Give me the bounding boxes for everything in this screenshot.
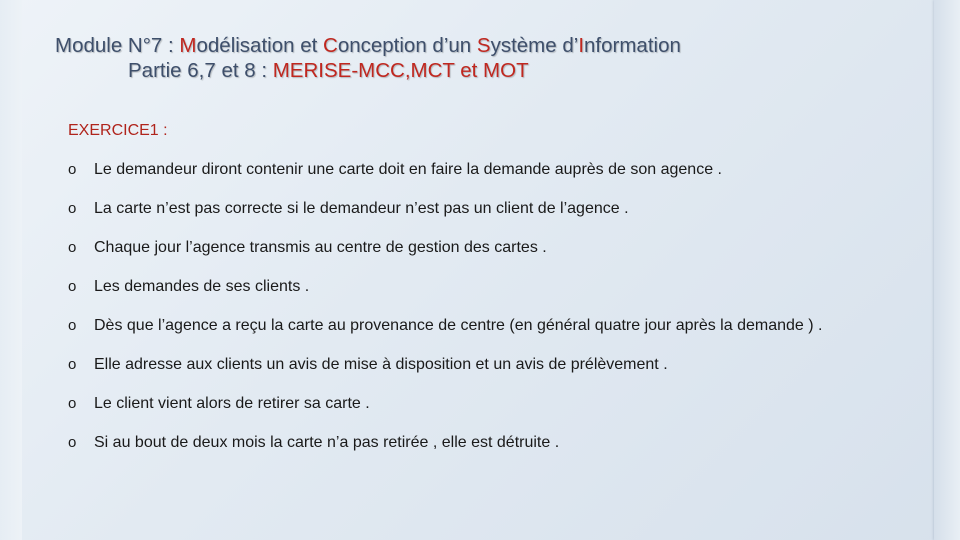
bullet-text: Chaque jour l’agence transmis au centre de gestion des cartes . [94,239,547,256]
slide-subtitle [128,59,529,83]
bullet-item [68,277,948,296]
title-accent-letter: I [578,34,585,57]
exercise-heading: EXERCICE1 : [68,122,168,139]
bullet-marker: o [68,395,77,412]
bullet-marker: o [68,278,77,295]
bullet-text: La carte n’est pas correcte si le demandeur n’est pas un client de l’agence . [94,200,629,217]
title-text: odélisation et [196,34,324,57]
bullet-text: Les demandes de ses clients . [94,278,310,295]
subtitle-prefix: Partie 6,7 et 8 : [128,59,273,82]
bullet-item [68,160,948,179]
slide-title [55,34,681,58]
bullet-marker: o [68,317,77,334]
bullet-text: Si au bout de deux mois la carte n’a pas retirée , elle est détruite . [94,434,560,451]
bullet-list [68,160,948,472]
title-accent-letter: M [179,34,197,57]
subtitle-topic: MERISE-MCC,MCT et MOT [272,59,529,82]
bullet-text: Le demandeur diront contenir une carte doit en faire la demande auprès de son agence . [94,161,722,178]
bullet-item [68,199,948,218]
bullet-item [68,433,948,452]
bullet-text: Elle adresse aux clients un avis de mise à disposition et un avis de prélèvement . [94,356,668,373]
title-accent-letter: S [476,34,491,57]
slide-left-edge [0,0,22,540]
title-accent-letter: C [323,34,338,57]
bullet-marker: o [68,434,77,451]
bullet-text: Le client vient alors de retirer sa carte . [94,395,370,412]
title-text: ystème d’ [490,34,579,57]
title-text: Module N°7 : [55,34,180,57]
title-text: nformation [584,34,681,57]
bullet-item [68,238,948,257]
bullet-marker: o [68,356,77,373]
bullet-item [68,316,948,335]
bullet-marker: o [68,161,77,178]
bullet-item [68,394,948,413]
bullet-item [68,355,948,374]
bullet-text: Dès que l’agence a reçu la carte au provenance de centre (en général quatre jour après la demande ) . [94,317,823,334]
bullet-marker: o [68,200,77,217]
title-text: onception d’un [337,34,477,57]
bullet-marker: o [68,239,77,256]
